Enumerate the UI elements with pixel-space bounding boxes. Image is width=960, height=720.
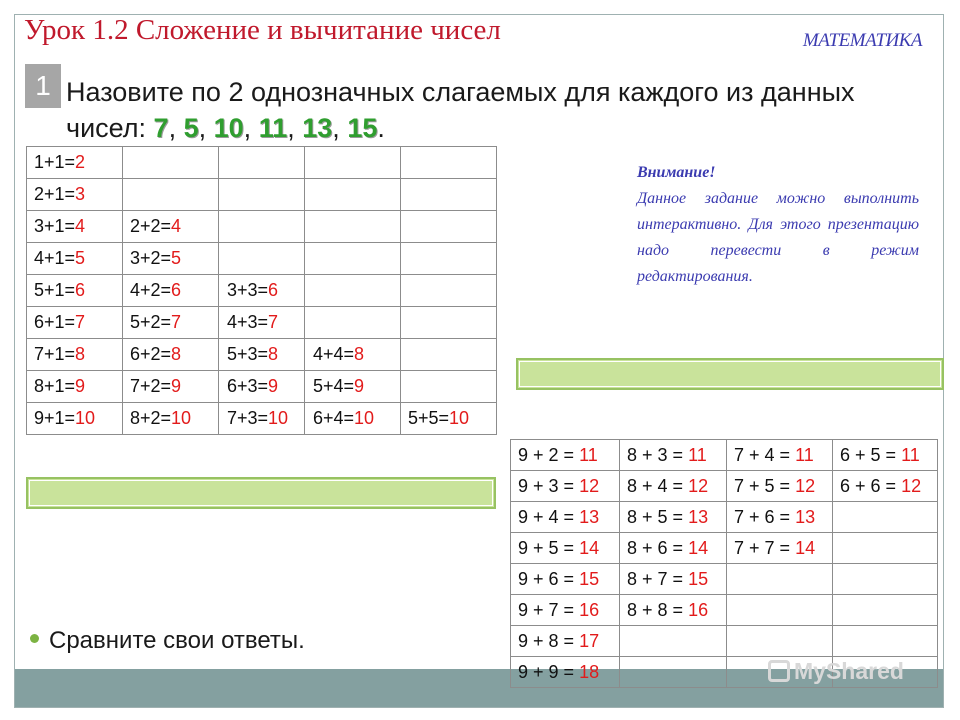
table-row [27, 147, 497, 179]
table-cell [401, 179, 497, 211]
cell-result: 13 [688, 506, 709, 527]
cell-result: 7 [268, 312, 279, 332]
cell-expression: 8 + 3 = [627, 444, 689, 465]
cell-expression: 8 + 6 = [627, 537, 689, 558]
table-cell [27, 147, 123, 179]
table-row [27, 243, 497, 275]
compare-bullet [30, 627, 305, 655]
cell-result: 12 [579, 475, 600, 496]
cell-expression: 5+5= [408, 408, 450, 428]
task-number-badge: 1 [25, 64, 61, 108]
table-row [511, 595, 938, 626]
cell-expression: 8 + 5 = [627, 506, 689, 527]
table-cell [305, 403, 401, 435]
notice-heading: Внимание! [637, 164, 716, 181]
table-cell [305, 243, 401, 275]
cell-expression: 7+1= [34, 344, 76, 364]
table-cell [123, 243, 219, 275]
sums-table-large [510, 439, 938, 688]
task-text-intro: Назовите по 2 однозначных слагаемых для каждого из данных чисел: [66, 77, 855, 143]
table-cell [833, 533, 938, 564]
table-cell [511, 564, 620, 595]
table-cell [123, 339, 219, 371]
table-cell [219, 211, 305, 243]
table-row [27, 275, 497, 307]
cell-expression: 9 + 9 = [518, 661, 580, 682]
cell-expression: 4+4= [313, 344, 355, 364]
cell-expression: 9 + 6 = [518, 568, 580, 589]
cell-expression: 8 + 8 = [627, 599, 689, 620]
table-cell [620, 533, 727, 564]
cell-result: 6 [171, 280, 182, 300]
cell-result: 12 [795, 475, 816, 496]
table-cell [123, 403, 219, 435]
cell-expression: 5+3= [227, 344, 269, 364]
cell-expression: 9 + 2 = [518, 444, 580, 465]
task-number-item: 15 [347, 113, 378, 143]
cell-expression: 7 + 4 = [734, 444, 796, 465]
table-row [27, 403, 497, 435]
cell-expression: 5+1= [34, 280, 76, 300]
cell-result: 6 [268, 280, 279, 300]
table-cell [123, 371, 219, 403]
table-row [511, 440, 938, 471]
cell-result: 4 [171, 216, 182, 236]
table-row [27, 179, 497, 211]
table-row [511, 564, 938, 595]
task-number-item: 7 [153, 113, 169, 143]
cell-expression: 9 + 4 = [518, 506, 580, 527]
table-cell [305, 211, 401, 243]
table-cell [123, 211, 219, 243]
cell-result: 14 [579, 537, 600, 558]
cell-result: 10 [171, 408, 192, 428]
subject-label: МАТЕМАТИКА [802, 30, 922, 51]
cell-result: 16 [579, 599, 600, 620]
table-row [27, 307, 497, 339]
cell-result: 4 [75, 216, 86, 236]
task-number-item: 13 [302, 113, 333, 143]
compare-text: Сравните свои ответы. [49, 627, 305, 654]
notice-box [637, 160, 919, 290]
table-cell [123, 147, 219, 179]
table-cell [27, 243, 123, 275]
cell-expression: 6+1= [34, 312, 76, 332]
cell-expression: 9 + 7 = [518, 599, 580, 620]
table-cell [305, 339, 401, 371]
cell-result: 16 [688, 599, 709, 620]
table-cell [511, 502, 620, 533]
table-cell [219, 243, 305, 275]
cell-expression: 7+2= [130, 376, 172, 396]
table-row [511, 471, 938, 502]
table-cell [511, 440, 620, 471]
cell-result: 8 [268, 344, 279, 364]
table-cell [219, 307, 305, 339]
table-cell [511, 657, 620, 688]
cell-expression: 2+1= [34, 184, 76, 204]
table-cell [305, 307, 401, 339]
cell-expression: 6 + 6 = [840, 475, 902, 496]
table-row [511, 502, 938, 533]
cell-result: 13 [795, 506, 816, 527]
cell-expression: 8+1= [34, 376, 76, 396]
cell-result: 14 [795, 537, 816, 558]
cell-expression: 2+2= [130, 216, 172, 236]
cell-result: 11 [579, 444, 598, 465]
cell-result: 12 [901, 475, 922, 496]
table-cell [401, 307, 497, 339]
lesson-title: Урок 1.2 Сложение и вычитание чисел [24, 14, 501, 46]
cell-expression: 9+1= [34, 408, 76, 428]
cell-result: 14 [688, 537, 709, 558]
table-cell [620, 502, 727, 533]
cell-result: 9 [354, 376, 365, 396]
table-cell [27, 339, 123, 371]
table-cell [727, 471, 833, 502]
table-cell [27, 275, 123, 307]
cell-result: 9 [268, 376, 279, 396]
table-cell [727, 440, 833, 471]
table-cell [123, 307, 219, 339]
cell-result: 10 [354, 408, 375, 428]
cell-expression: 3+1= [34, 216, 76, 236]
cell-result: 2 [75, 152, 86, 172]
table-cell [219, 403, 305, 435]
cell-result: 9 [171, 376, 182, 396]
table-cell [511, 471, 620, 502]
cell-result: 18 [579, 661, 600, 682]
table-cell [219, 179, 305, 211]
table-cell [123, 275, 219, 307]
table-cell [401, 275, 497, 307]
cell-result: 11 [688, 444, 707, 465]
table-row [27, 339, 497, 371]
table-cell [305, 179, 401, 211]
cell-result: 10 [268, 408, 289, 428]
cell-expression: 7 + 5 = [734, 475, 796, 496]
cell-result: 3 [75, 184, 86, 204]
cell-result: 10 [75, 408, 96, 428]
table-cell [620, 595, 727, 626]
cell-expression: 8+2= [130, 408, 172, 428]
table-cell [620, 657, 727, 688]
notice-body: Данное задание можно выполнить интерактивно. Для этого презентацию надо перевести в режим редактирования. [637, 190, 919, 285]
answer-bar-right[interactable] [516, 358, 944, 390]
cell-result: 12 [688, 475, 709, 496]
table-cell [27, 211, 123, 243]
table-cell [511, 533, 620, 564]
table-cell [511, 595, 620, 626]
table-cell [27, 371, 123, 403]
table-row [27, 371, 497, 403]
table-cell [27, 179, 123, 211]
table-cell [305, 147, 401, 179]
table-cell [833, 564, 938, 595]
table-cell [401, 339, 497, 371]
cell-expression: 3+3= [227, 280, 269, 300]
table-cell [727, 626, 833, 657]
table-row [27, 211, 497, 243]
cell-result: 11 [901, 444, 920, 465]
table-row [511, 626, 938, 657]
cell-result: 7 [75, 312, 86, 332]
table-cell [620, 564, 727, 595]
table-cell [727, 502, 833, 533]
table-cell [401, 243, 497, 275]
table-cell [727, 533, 833, 564]
cell-expression: 7+3= [227, 408, 269, 428]
watermark-icon [768, 660, 790, 682]
table-cell [123, 179, 219, 211]
cell-result: 10 [449, 408, 470, 428]
cell-expression: 4+3= [227, 312, 269, 332]
table-cell [620, 440, 727, 471]
table-cell [727, 595, 833, 626]
cell-expression: 3+2= [130, 248, 172, 268]
task-number-item: 5 [183, 113, 199, 143]
table-cell [833, 440, 938, 471]
cell-result: 15 [688, 568, 709, 589]
table-cell [620, 471, 727, 502]
table-cell [219, 275, 305, 307]
table-cell [305, 275, 401, 307]
cell-expression: 6+4= [313, 408, 355, 428]
cell-expression: 8 + 7 = [627, 568, 689, 589]
cell-result: 7 [171, 312, 182, 332]
cell-expression: 8 + 4 = [627, 475, 689, 496]
cell-expression: 7 + 6 = [734, 506, 796, 527]
table-cell [401, 147, 497, 179]
table-cell [620, 626, 727, 657]
cell-expression: 7 + 7 = [734, 537, 796, 558]
cell-result: 13 [579, 506, 600, 527]
table-cell [401, 371, 497, 403]
cell-expression: 6+2= [130, 344, 172, 364]
cell-result: 8 [75, 344, 86, 364]
cell-result: 6 [75, 280, 86, 300]
table-cell [833, 502, 938, 533]
cell-expression: 1+1= [34, 152, 76, 172]
table-cell [219, 147, 305, 179]
table-cell [27, 307, 123, 339]
cell-result: 15 [579, 568, 600, 589]
cell-expression: 9 + 5 = [518, 537, 580, 558]
task-number-item: 10 [213, 113, 244, 143]
table-cell [305, 371, 401, 403]
cell-result: 9 [75, 376, 86, 396]
table-cell [727, 564, 833, 595]
cell-expression: 6+3= [227, 376, 269, 396]
cell-expression: 5+2= [130, 312, 172, 332]
table-row [511, 533, 938, 564]
table-cell [219, 339, 305, 371]
sums-table-small [26, 146, 497, 435]
table-cell [833, 595, 938, 626]
task-text: Назовите по 2 однозначных слагаемых для каждого из данных чисел: 7, 5, 10, 11, 13, 15. [66, 77, 855, 143]
table-cell [401, 403, 497, 435]
cell-result: 8 [171, 344, 182, 364]
table-cell [833, 626, 938, 657]
watermark-logo: MyShared [768, 658, 904, 685]
bullet-dot-icon [30, 634, 39, 643]
cell-expression: 6 + 5 = [840, 444, 902, 465]
cell-result: 5 [171, 248, 182, 268]
task-number-item: 11 [258, 113, 288, 143]
table-cell [401, 211, 497, 243]
cell-result: 5 [75, 248, 86, 268]
cell-expression: 5+4= [313, 376, 355, 396]
cell-expression: 4+1= [34, 248, 76, 268]
table-cell [27, 403, 123, 435]
table-cell [833, 471, 938, 502]
answer-bar-left[interactable] [26, 477, 496, 509]
table-cell [511, 626, 620, 657]
cell-expression: 9 + 3 = [518, 475, 580, 496]
cell-result: 11 [795, 444, 814, 465]
cell-result: 8 [354, 344, 365, 364]
cell-expression: 4+2= [130, 280, 172, 300]
table-cell [219, 371, 305, 403]
cell-expression: 9 + 8 = [518, 630, 580, 651]
cell-result: 17 [579, 630, 600, 651]
